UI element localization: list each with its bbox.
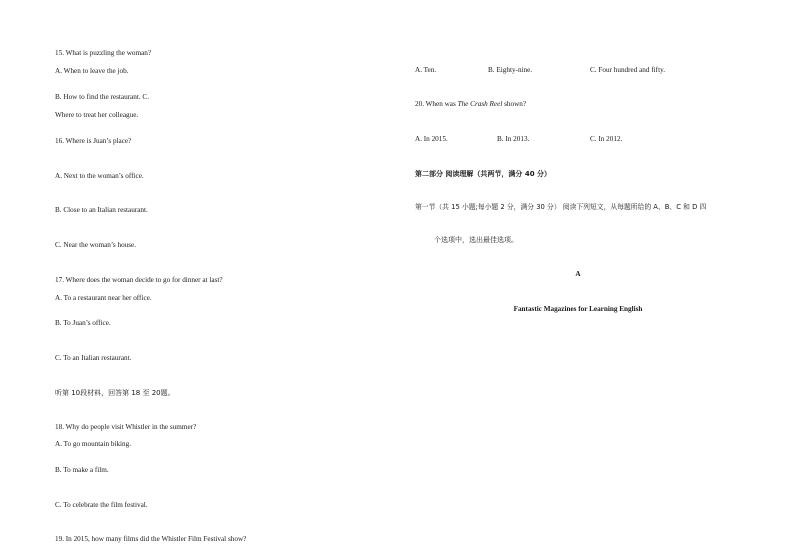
listening-section-note: 听第 10段材料，回答第 18 至 20题。 <box>55 389 175 397</box>
option-c: C. Four hundred and fifty. <box>590 66 665 74</box>
question-stem: 19. In 2015, how many films did the Whistler Film Festival show? <box>55 535 247 543</box>
option-c: Where to treat her colleague. <box>55 111 139 119</box>
question-stem: 17. Where does the woman decide to go for dinner at last? <box>55 276 223 284</box>
option-b: B. To make a film. <box>55 466 109 474</box>
option-b: B. Close to an Italian restaurant. <box>55 206 148 214</box>
option-a: A. To go mountain biking. <box>55 440 132 448</box>
section1-instructions: 第一节（共 15 小题;每小题 2 分，满分 30 分） 阅读下列短文，从每题所给的 A、B、C 和 D 四 <box>415 203 707 211</box>
option-a: A. In 2015. <box>415 135 448 143</box>
option-a: A. When to leave the job. <box>55 67 129 75</box>
passage-letter: A <box>575 270 581 278</box>
option-a: A. Ten. <box>415 66 437 74</box>
option-c: C. To an Italian restaurant. <box>55 354 132 362</box>
part2-heading: 第二部分 阅读理解（共两节，满分 40 分） <box>415 170 552 178</box>
film-title: The Crash Reel <box>457 100 503 108</box>
question-stem: 16. Where is Juan’s place? <box>55 137 132 145</box>
option-c: C. In 2012. <box>590 135 623 143</box>
option-c: C. To celebrate the film festival. <box>55 501 148 509</box>
option-a: A. To a restaurant near her office. <box>55 294 152 302</box>
question-stem: 15. What is puzzling the woman? <box>55 49 152 57</box>
question-stem: 18. Why do people visit Whistler in the summer? <box>55 423 197 431</box>
option-b: B. In 2013. <box>497 135 530 143</box>
passage-title: Fantastic Magazines for Learning English <box>513 305 643 313</box>
section1-instructions-cont: 个选项中，选出最佳选项。 <box>434 236 518 244</box>
option-b: B. Eighty-nine. <box>488 66 533 74</box>
option-a: A. Next to the woman’s office. <box>55 172 144 180</box>
option-c: C. Near the woman’s house. <box>55 241 137 249</box>
question-stem: 20. When was The Crash Reel shown? <box>415 100 527 108</box>
option-b: B. How to find the restaurant. C. <box>55 93 150 101</box>
option-b: B. To Juan’s office. <box>55 319 111 327</box>
